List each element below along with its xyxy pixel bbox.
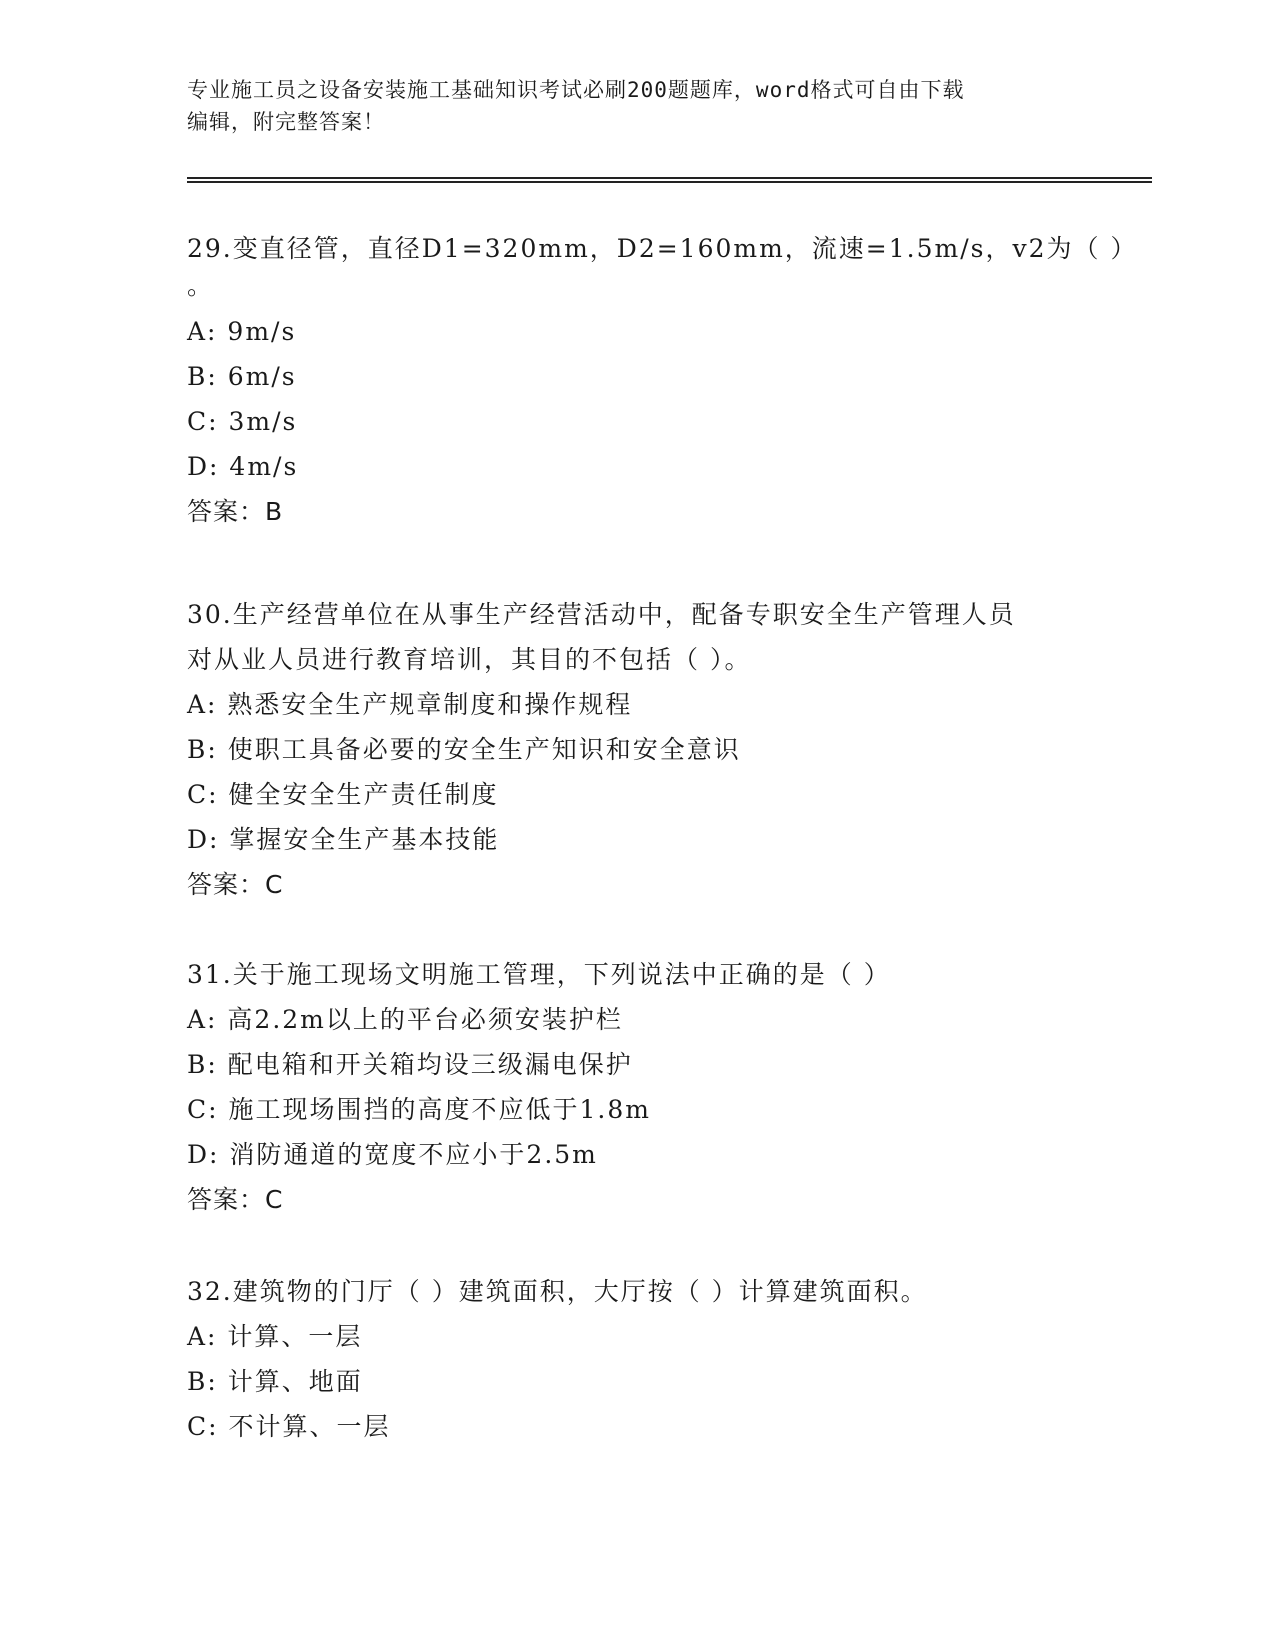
option-a: A: 9m/s xyxy=(187,317,297,346)
option-c: C: 施工现场围挡的高度不应低于1.8m xyxy=(187,1095,651,1124)
option-d: D: 掌握安全生产基本技能 xyxy=(187,825,500,854)
option-b: B: 6m/s xyxy=(187,362,297,391)
option-b: B: 计算、地面 xyxy=(187,1367,363,1396)
question-stem-line: 31.关于施工现场文明施工管理，下列说法中正确的是（ ） xyxy=(187,960,891,989)
answer-line: 答案：B xyxy=(187,497,284,526)
option-a: A: 熟悉安全生产规章制度和操作规程 xyxy=(187,690,633,719)
option-c: C: 不计算、一层 xyxy=(187,1412,391,1441)
document-header xyxy=(187,74,1087,138)
option-a: A: 高2.2m以上的平台必须安装护栏 xyxy=(187,1005,623,1034)
question-stem-line: 对从业人员进行教育培训，其目的不包括（ ）。 xyxy=(187,645,752,674)
question-31 xyxy=(187,952,1087,1222)
answer-line: 答案：C xyxy=(187,870,284,899)
question-stem-line: 29.变直径管，直径D1=320mm，D2=160mm，流速=1.5m/s，v2为（ ） xyxy=(187,234,1138,263)
option-a: A: 计算、一层 xyxy=(187,1322,363,1351)
answer-line: 答案：C xyxy=(187,1185,284,1214)
question-stem-line: 30.生产经营单位在从事生产经营活动中，配备专职安全生产管理人员 xyxy=(187,600,1016,629)
question-stem-line: 。 xyxy=(187,271,215,300)
option-b: B: 使职工具备必要的安全生产知识和安全意识 xyxy=(187,735,741,764)
option-d: D: 4m/s xyxy=(187,452,299,481)
header-divider xyxy=(187,177,1152,183)
option-b: B: 配电箱和开关箱均设三级漏电保护 xyxy=(187,1050,633,1079)
option-c: C: 3m/s xyxy=(187,407,298,436)
header-title-line-2: 编辑，附完整答案！ xyxy=(187,110,385,134)
option-c: C: 健全安全生产责任制度 xyxy=(187,780,499,809)
header-title-line-1: 专业施工员之设备安装施工基础知识考试必刷200题题库，word格式可自由下载 xyxy=(187,78,965,102)
question-stem-line: 32.建筑物的门厅（ ）建筑面积，大厅按（ ）计算建筑面积。 xyxy=(187,1277,928,1306)
question-30 xyxy=(187,592,1087,907)
question-29 xyxy=(187,226,1138,534)
option-d: D: 消防通道的宽度不应小于2.5m xyxy=(187,1140,598,1169)
question-32 xyxy=(187,1269,1087,1449)
